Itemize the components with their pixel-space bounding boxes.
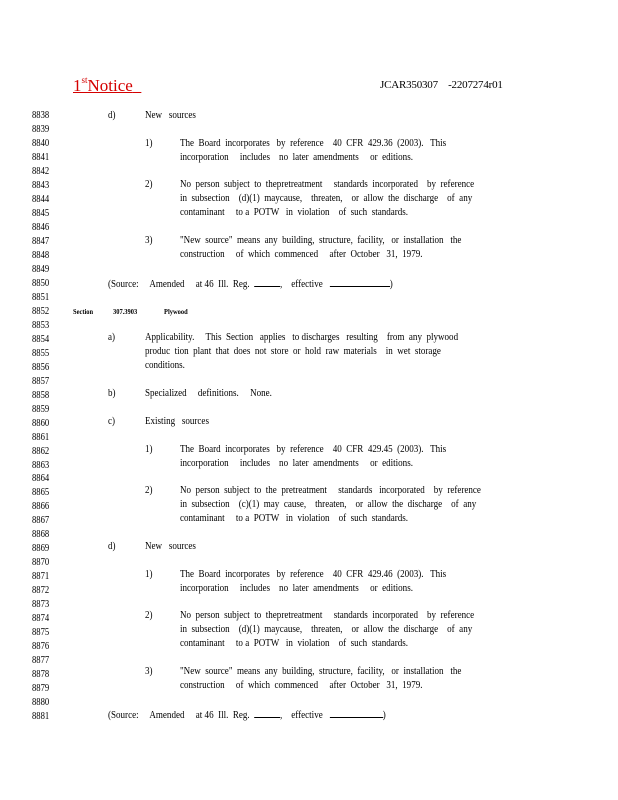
paragraph-line: in subsection (c)(1) may cause, threaten, or allow the discharge of any [180,499,477,510]
line-number: 8861 [32,431,50,443]
paragraph-line: contaminant to a POTW in violation of such standards. [180,207,409,218]
line-number: 8855 [32,347,50,359]
paragraph-line: construction of which commenced after October 31, 1979. [180,680,423,691]
paragraph-line: construction of which commenced after October 31, 1979. [180,249,423,260]
paragraph-line: "New source" means any building, structure, facility, or installation the [180,666,462,677]
line-number: 8844 [32,193,50,205]
paragraph-line: Specialized definitions. None. [145,388,272,399]
line-number: 8875 [32,627,50,639]
item-label: 3) [145,666,153,677]
line-number: 8878 [32,669,50,681]
item-label: 1) [145,138,153,149]
line-number: 8881 [32,711,50,723]
paragraph-line: contaminant to a POTW in violation of such standards. [180,638,409,649]
blank-line [329,277,389,287]
line-number: 8856 [32,361,50,373]
line-number: 8859 [32,403,50,415]
blank-line [254,708,280,718]
subsection-heading: New sources [145,110,196,121]
line-number: 8853 [32,319,50,331]
paragraph-line: contaminant to a POTW in violation of such standards. [180,513,409,524]
item-label: 1) [145,569,153,580]
section-label: Section [73,307,94,316]
source-note: (Source: Amended at 46 Ill. Reg. , effective ) [108,279,393,290]
line-number: 8846 [32,221,50,233]
line-number: 8876 [32,641,50,653]
item-label: 2) [145,610,153,621]
line-number: 8854 [32,333,50,345]
line-number: 8840 [32,137,50,149]
section-title: Plywood [164,307,188,316]
line-number: 8839 [32,123,50,135]
paragraph-line: "New source" means any building, structure, facility, or installation the [180,235,462,246]
line-number: 8838 [32,110,50,121]
item-label: d) [108,541,116,552]
paragraph-line: The Board incorporates by reference 40 CFR 429.45 (2003). This [180,444,447,455]
line-number: 8869 [32,543,50,555]
line-number: 8858 [32,389,50,401]
line-number: 8866 [32,501,50,513]
line-number: 8860 [32,417,50,429]
line-number: 8870 [32,557,50,569]
paragraph-line: in subsection (d)(1) maycause, threaten, or allow the discharge of any [180,193,473,204]
line-number: 8872 [32,585,50,597]
line-number: 8877 [32,655,50,667]
line-number: 8845 [32,207,50,219]
item-label: c) [108,416,116,427]
paragraph-line: The Board incorporates by reference 40 CFR 429.46 (2003). This [180,569,447,580]
subsection-heading: New sources [145,541,196,552]
source-note: (Source: Amended at 46 Ill. Reg. , effective ) [108,710,386,721]
line-number: 8847 [32,235,50,247]
item-label: a) [108,332,116,343]
paragraph-line: No person subject to thepretreatment standards incorporated by reference [180,179,475,190]
line-number: 8873 [32,599,50,611]
line-number: 8851 [32,291,50,303]
paragraph-line: The Board incorporates by reference 40 CFR 429.36 (2003). This [180,138,447,149]
line-number: 8871 [32,571,50,583]
subsection-heading: Existing sources [145,416,209,427]
notice-heading: 1stNotice [73,75,133,95]
paragraph-line: No person subject to thepretreatment standards incorporated by reference [180,610,475,621]
paragraph-line: incorporation includes no later amendments or editions. [180,583,413,594]
line-number: 8850 [32,277,50,289]
line-number: 8868 [32,529,50,541]
line-number: 8865 [32,487,50,499]
item-label: 1) [145,444,153,455]
line-number: 8880 [32,697,50,709]
paragraph-line: produc tion plant that does not store or hold raw materials in wet storage [145,346,441,357]
line-number: 8874 [32,613,50,625]
line-number: 8849 [32,263,50,275]
blank-line [254,277,280,287]
line-number: 8841 [32,151,50,163]
line-number: 8867 [32,515,50,527]
line-number: 8862 [32,445,50,457]
line-number: 8864 [32,473,50,485]
paragraph-line: in subsection (d)(1) maycause, threaten, or allow the discharge of any [180,624,473,635]
line-number: 8848 [32,249,50,261]
paragraph-line: No person subject to the pretreatment standards incorporated by reference [180,485,481,496]
line-number: 8857 [32,375,50,387]
item-label: d) [108,110,116,121]
line-number: 8863 [32,459,50,471]
item-label: 2) [145,485,153,496]
line-number: 8842 [32,165,50,177]
line-number: 8852 [32,305,50,317]
paragraph-line: conditions. [145,360,185,371]
item-label: 2) [145,179,153,190]
paragraph-line: Applicability. This Section applies to discharges resulting from any plywood [145,332,459,343]
item-label: b) [108,388,116,399]
paragraph-line: incorporation includes no later amendments or editions. [180,152,413,163]
line-number: 8879 [32,683,50,695]
line-number: 8843 [32,179,50,191]
blank-line [329,708,382,718]
document-id: JCAR350307 -2207274r01 [380,79,503,91]
paragraph-line: incorporation includes no later amendments or editions. [180,458,413,469]
item-label: 3) [145,235,153,246]
section-number: 307.3903 [113,307,138,316]
